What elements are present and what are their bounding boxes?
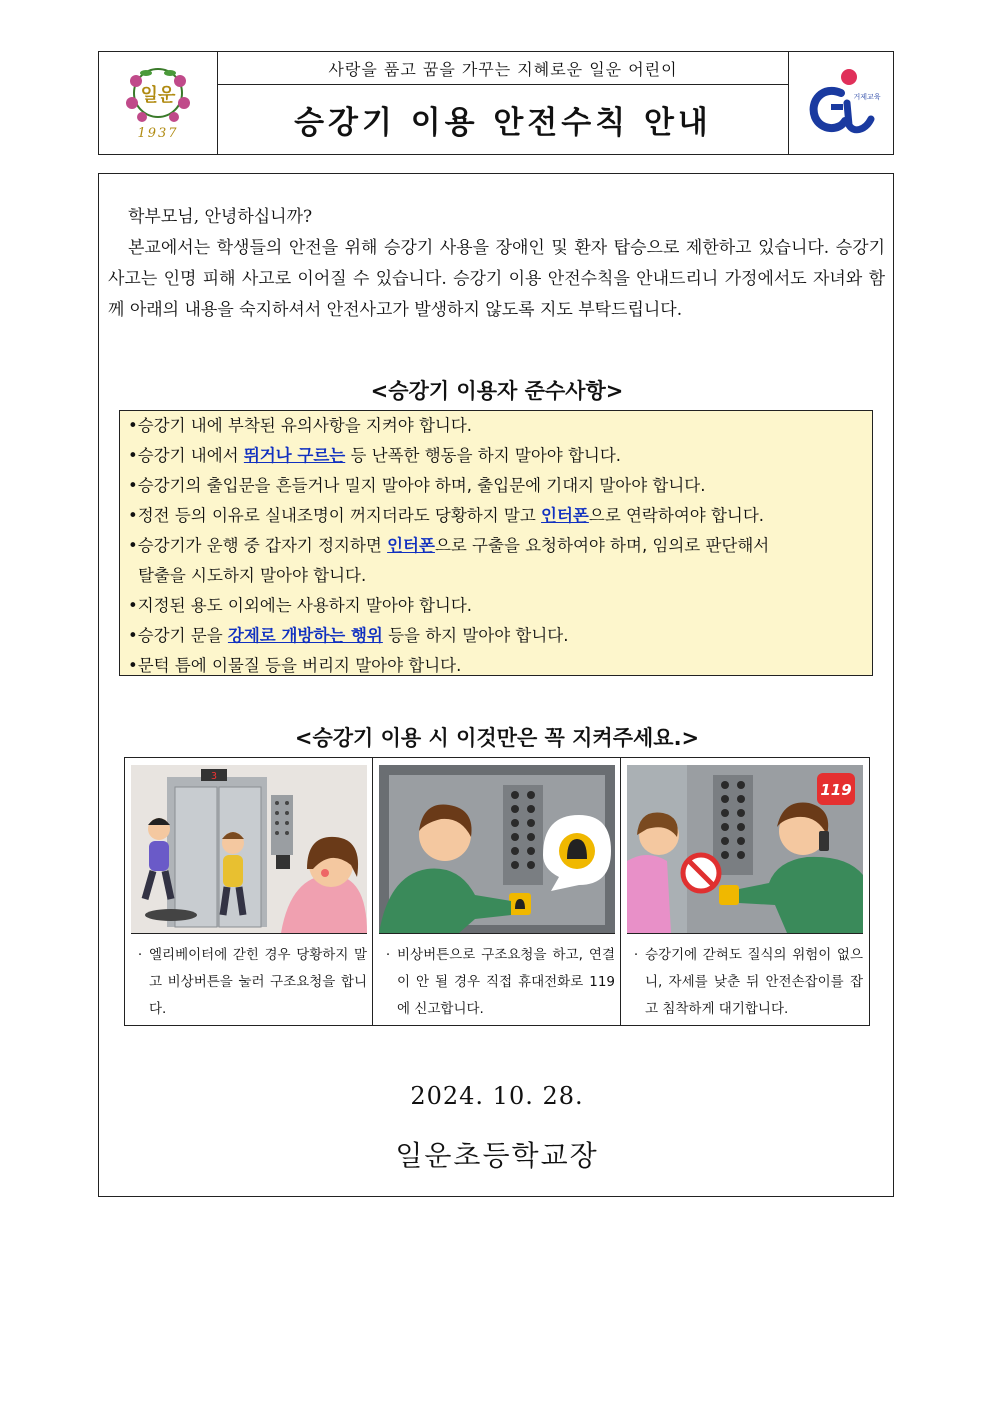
geoje-education-logo-icon [801, 63, 881, 143]
highlight-text: 인터폰 [387, 536, 435, 555]
school-slogan: 사랑을 품고 꿈을 가꾸는 지혜로운 일운 어린이 [218, 52, 788, 85]
tip-caption: · 엘리베이터에 갇힌 경우 당황하지 말고 비상버튼을 눌러 구조요청을 합니다. [137, 947, 367, 1017]
tip-cell [621, 758, 869, 1025]
tip-caption: · 비상버튼으로 구조요청을 하고, 연결이 안 될 경우 직접 휴대전화로 119에 신고합니다. [385, 947, 615, 1017]
highlight-text: 뛰거나 구르는 [243, 446, 346, 465]
rule-item: •승강기의 출입문을 흔들거나 밀지 말아야 하며, 출입문에 기대지 말아야 합니다. [128, 476, 706, 495]
rule-item: •승강기 문을 강제로 개방하는 행위 등을 하지 말아야 합니다. [128, 626, 569, 645]
header-table [98, 51, 894, 155]
tips-title: <승강기 이용 시 이것만은 꼭 지켜주세요.> [294, 726, 700, 750]
school-emblem-icon [118, 63, 198, 143]
header-center [218, 52, 788, 154]
svg-text:일운: 일운 [140, 85, 176, 106]
tip-cell [125, 758, 373, 1025]
svg-text:1937: 1937 [137, 126, 179, 141]
svg-text:3: 3 [210, 771, 218, 782]
page-title: 승강기 이용 안전수칙 안내 [294, 105, 712, 141]
rules-box [119, 410, 873, 676]
emergency-button-illustration [379, 765, 615, 934]
intro-paragraph: 본교에서는 학생들의 안전을 위해 승강기 사용을 장애인 및 환자 탑승으로 제한하고 있습니다. 승강기 사고는 인명 피해 사고로 이어질 수 있습니다. 승강기 이용 안전수칙을 안내드리니 가정에서도 자녀와 함께 아래의 내용을 숙지하셔서 안전사고가 발생하지 않도록 지도 부탁드립니다. [108, 238, 885, 320]
education-logo [788, 52, 893, 154]
rule-item-continued: 탈출을 시도하지 말아야 합니다. [138, 566, 367, 585]
svg-text:거제교육: 거제교육 [853, 93, 881, 101]
tip-caption: · 승강기에 갇혀도 질식의 위험이 없으니, 자세를 낮춘 뒤 안전손잡이를 잡고 침착하게 대기합니다. [633, 947, 863, 1017]
svg-text:119: 119 [820, 781, 852, 799]
rule-item: •승강기 내에서 뛰거나 구르는 등 난폭한 행동을 하지 말아야 합니다. [128, 446, 622, 465]
rules-title: <승강기 이용자 준수사항> [370, 379, 624, 403]
letter-body [98, 173, 894, 1197]
tip-cell [373, 758, 621, 1025]
rule-item: •문턱 틈에 이물질 등을 버리지 말아야 합니다. [128, 656, 462, 675]
highlight-text: 강제로 개방하는 행위 [227, 626, 383, 645]
tips-table [124, 757, 870, 1026]
rule-item: •승강기가 운행 중 갑자기 정지하면 인터폰으로 구출을 요청하여야 하며, 임의로 판단해서 [128, 536, 770, 555]
elevator-kids-illustration [131, 765, 367, 934]
rule-item: •정전 등의 이유로 실내조명이 꺼지더라도 당황하지 말고 인터폰으로 연락하여야 합니다. [128, 506, 764, 525]
document-date: 2024. 10. 28. [410, 1082, 584, 1110]
greeting: 학부모님, 안녕하십니까? [128, 207, 313, 227]
phone-call-illustration [627, 765, 863, 934]
highlight-text: 인터폰 [541, 506, 589, 525]
intro-text [108, 202, 885, 326]
principal-signature: 일운초등학교장 [395, 1139, 599, 1172]
rule-item: •승강기 내에 부착된 유의사항을 지켜야 합니다. [128, 416, 473, 435]
rule-item: •지정된 용도 이외에는 사용하지 말아야 합니다. [128, 596, 473, 615]
school-logo [99, 52, 218, 154]
